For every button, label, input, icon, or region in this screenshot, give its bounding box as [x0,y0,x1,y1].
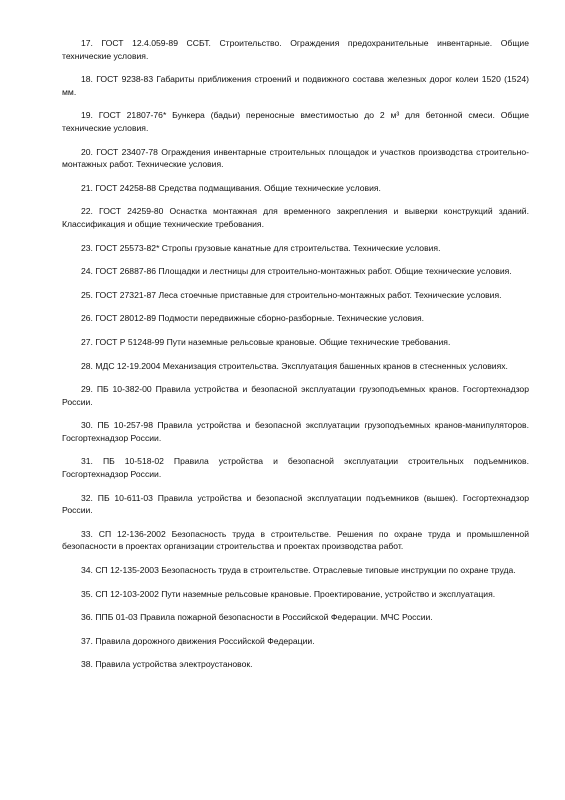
reference-item: 29. ПБ 10-382-00 Правила устройства и безопасной эксплуатации грузоподъемных кранов. Госгортехнадзор России. [62,384,529,407]
reference-item: 32. ПБ 10-611-03 Правила устройства и безопасной эксплуатации подъемников (вышек). Госгортехнадзор России. [62,492,529,516]
reference-list [62,37,529,671]
reference-item: 25. ГОСТ 27321-87 Леса стоечные приставные для строительно-монтажных работ. Технические условия. [81,289,502,300]
reference-item: 35. СП 12-103-2002 Пути наземные рельсовые крановые. Проектирование, устройство и эксплуатация. [81,588,496,599]
reference-item: 30. ПБ 10-257-98 Правила устройства и безопасной эксплуатации грузоподъемных кранов-манипуляторов. Госгортехнадзор России. [62,420,529,443]
reference-item: 23. ГОСТ 25573-82* Стропы грузовые канатные для строительства. Технические условия. [81,242,441,253]
reference-item: 28. МДС 12-19.2004 Механизация строительства. Эксплуатация башенных кранов в стесненных условиях. [81,360,508,371]
reference-item: 22. ГОСТ 24259-80 Оснастка монтажная для временного закрепления и выверки конструкций зданий. Классификация и общие технические требования. [62,206,529,229]
reference-item: 24. ГОСТ 26887-86 Площадки и лестницы для строительно-монтажных работ. Общие технические условия. [81,266,512,277]
reference-item: 38. Правила устройства электроустановок. [81,659,253,670]
reference-item: 33. СП 12-136-2002 Безопасность труда в строительстве. Решения по охране труда и промышленной безопасности в проектах организации строительства и проектах производства работ. [62,528,529,552]
reference-item: 27. ГОСТ Р 51248-99 Пути наземные рельсовые крановые. Общие технические требования. [81,336,451,347]
reference-item: 18. ГОСТ 9238-83 Габариты приближения строений и подвижного состава железных дорог колеи 1520 (1524) мм. [62,74,529,97]
reference-item: 21. ГОСТ 24258-88 Средства подмащивания. Общие технические условия. [81,182,381,193]
reference-item: 17. ГОСТ 12.4.059-89 ССБТ. Строительство. Ограждения предохранительные инвентарные. Общие технические условия. [62,38,529,61]
reference-item: 26. ГОСТ 28012-89 Подмости передвижные сборно-разборные. Технические условия. [81,313,425,324]
reference-item: 19. ГОСТ 21807-76* Бункера (бадьи) переносные вместимостью до 2 м³ для бетонной смеси. Общие технические условия. [62,110,529,133]
reference-item: 36. ППБ 01-03 Правила пожарной безопасности в Российской Федерации. МЧС России. [81,612,433,623]
reference-item: 37. Правила дорожного движения Российской Федерации. [81,635,315,646]
reference-item: 34. СП 12-135-2003 Безопасность труда в строительстве. Отраслевые типовые инструкции по охране труда. [81,565,516,576]
reference-item: 20. ГОСТ 23407-78 Ограждения инвентарные строительных площадок и участков производства строительно-монтажных работ. Технические условия. [62,146,529,170]
reference-item: 31. ПБ 10-518-02 Правила устройства и безопасной эксплуатации строительных подъемников. Госгортехнадзор России. [62,456,529,480]
